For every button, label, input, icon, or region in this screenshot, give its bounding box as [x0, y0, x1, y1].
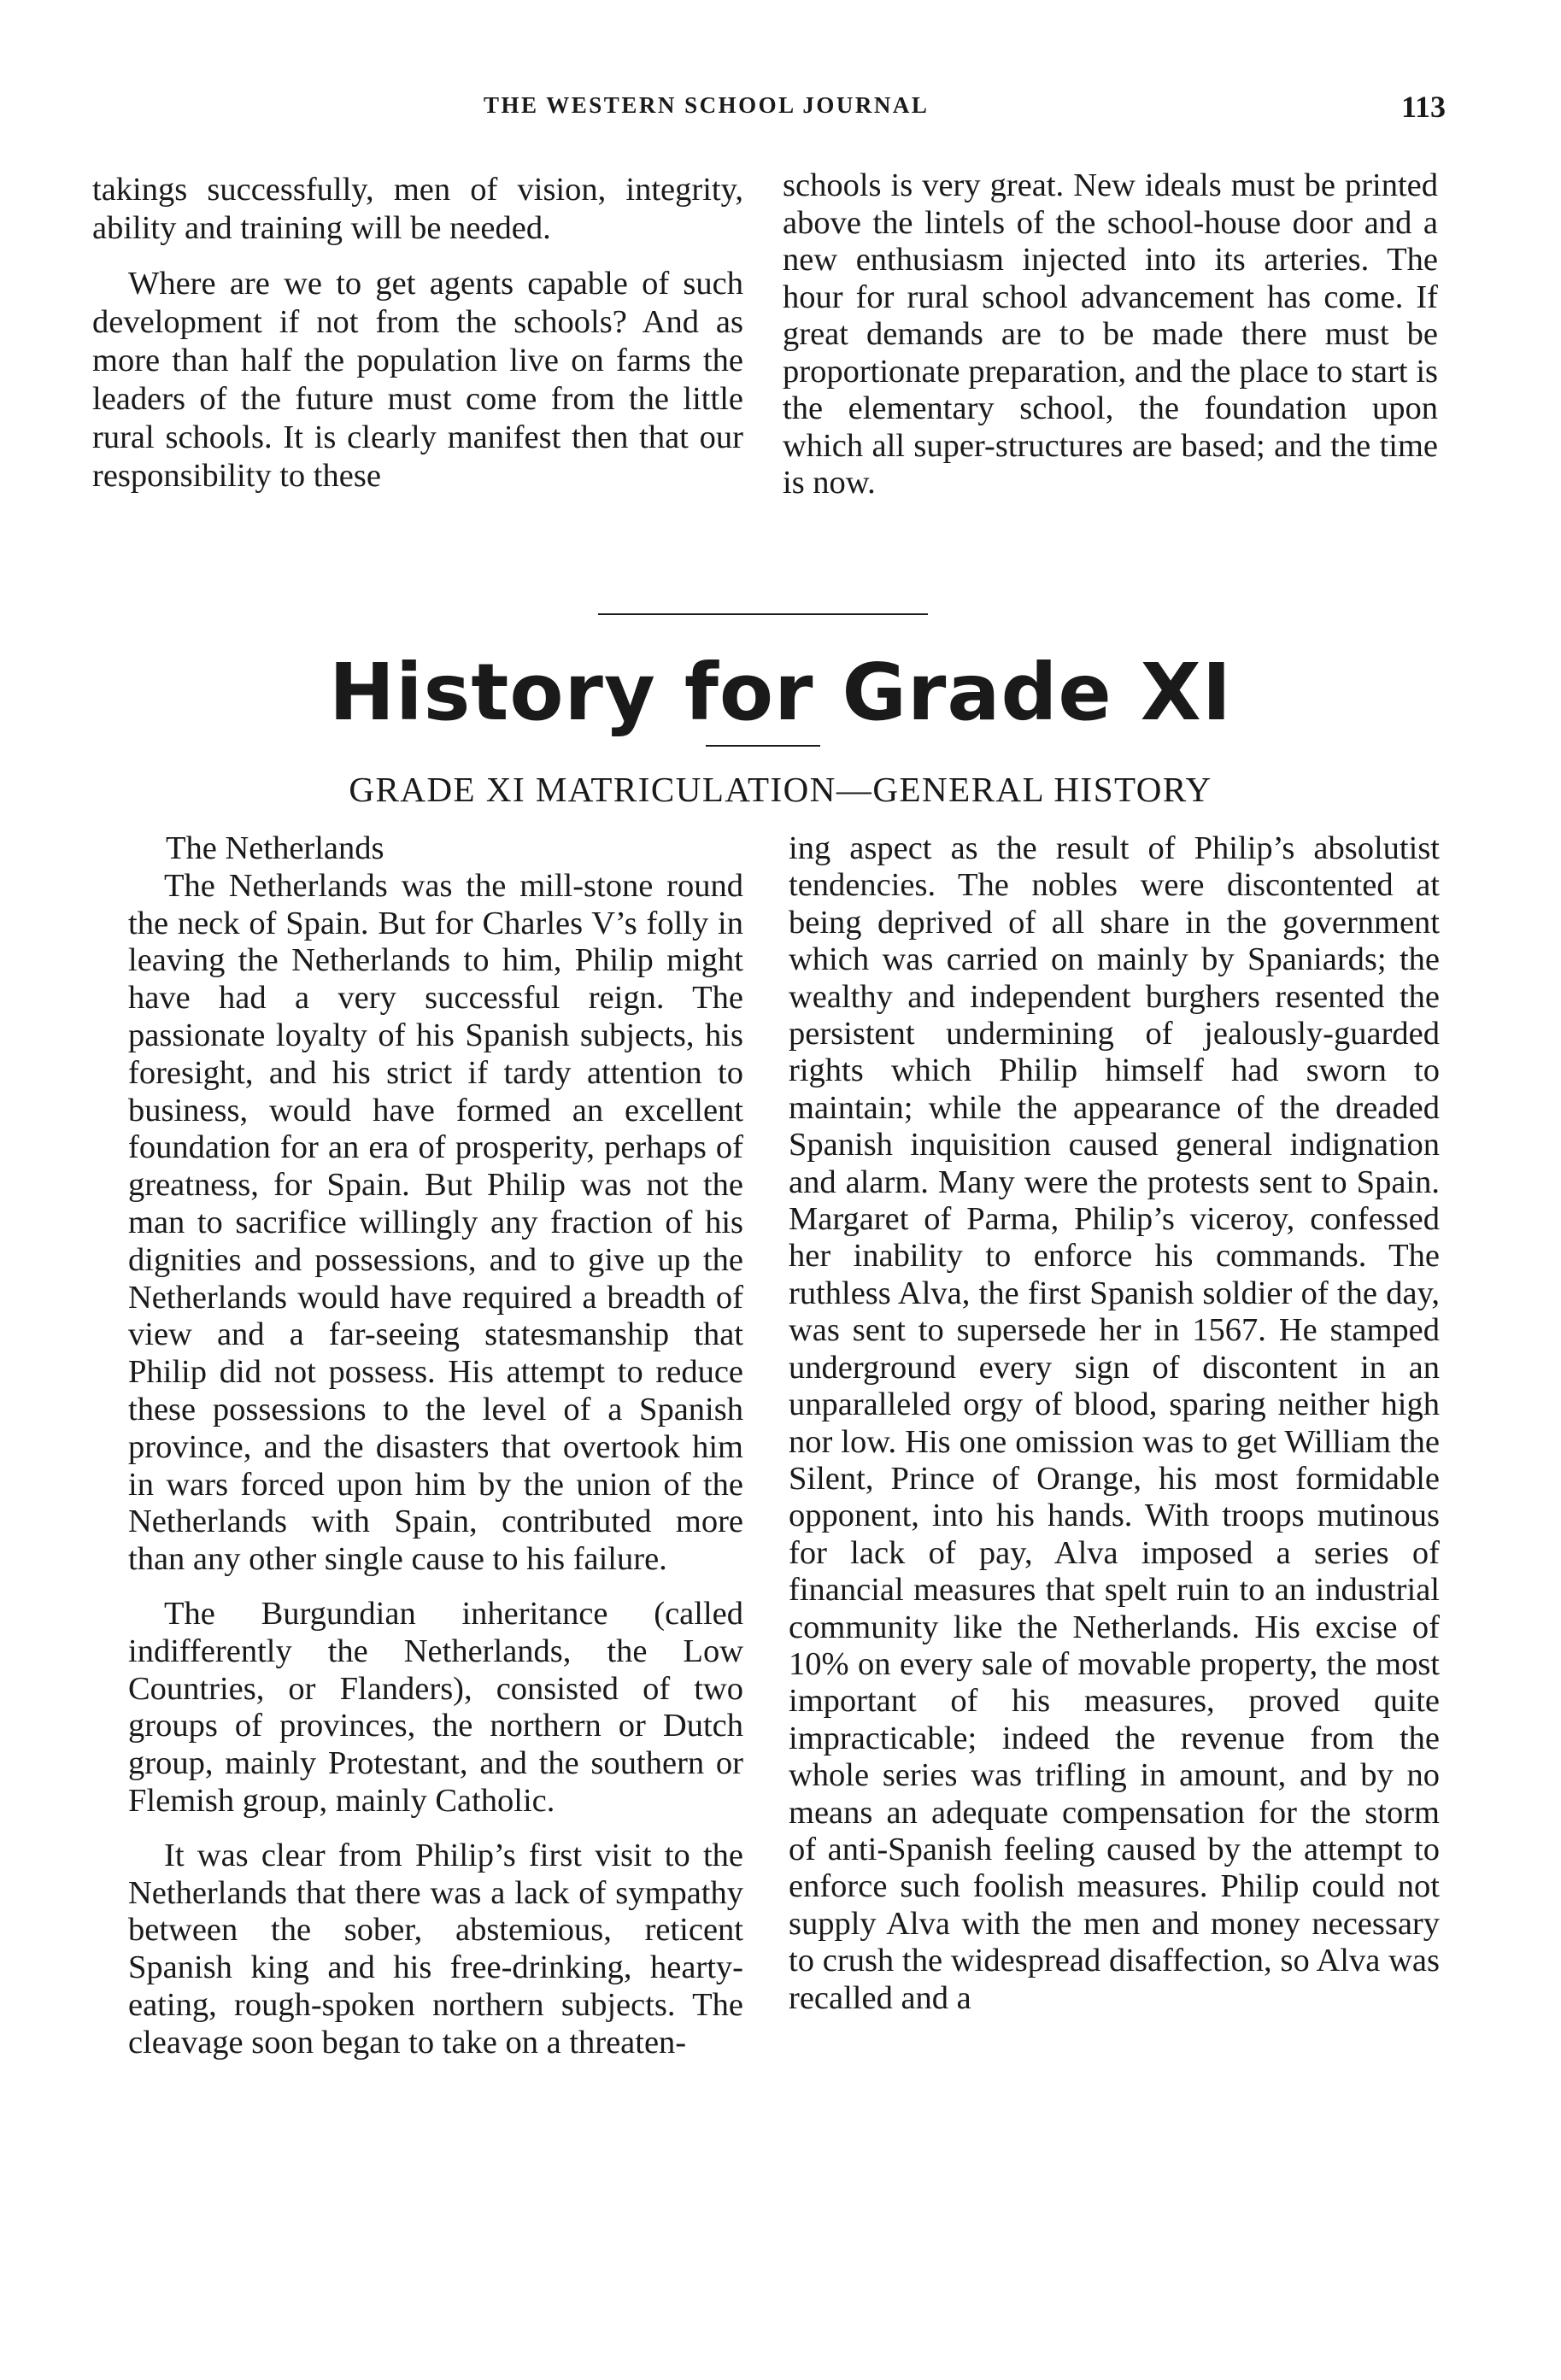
intro-left-paragraph-1: takings successfully, men of vision, integrity, ability and training will be needed. — [92, 172, 743, 246]
page-number: 113 — [1401, 90, 1447, 124]
article-left-paragraph-1: The Netherlands was the mill-stone round the neck of Spain. But for Charles V’s folly in leaving the Netherlands to him, Philip might have had a very successful reign. The passionate loyalty of his Spanish subjects, his foresight, and his strict if tardy attention to business, would have formed an excellent foundation for an era of prosperity, perhaps of greatness, for Spain. But Philip was not the man to sacrifice willingly any fraction of his dignities and possessions, and to give up the Netherlands would have required a breadth of view and a far-seeing statesmanship that Philip did not possess. His attempt to reduce these possessions to the level of a Spanish province, and the disasters that overtook him in wars forced upon him by the union of the Netherlands with Spain, contributed more than any other single cause to his failure. — [128, 867, 743, 1578]
article-right-paragraph: ing aspect as the result of Philip’s absolutist tendencies. The nobles were discontented at being deprived of all share in the government which was carried on mainly by Spaniards; the wealthy and independent burghers resented the persistent undermining of jealously-guarded rights which Philip himself had sworn to maintain; while the appearance of the dreaded Spanish inquisition caused general indignation and alarm. Many were the protests sent to Spain. Margaret of Parma, Philip’s viceroy, confessed her inability to enforce his commands. The ruthless Alva, the first Spanish soldier of the day, was sent to supersede her in 1567. He stamped underground every sign of discontent in an unparalleled orgy of blood, sparing neither high nor low. His one omission was to get William the Silent, Prince of Orange, his most formidable opponent, into his hands. With troops mutinous for lack of pay, Alva imposed a series of financial measures that spelt ruin to an industrial community like the Netherlands. His excise of 10% on every sale of movable property, the most important of his measures, proved quite impracticable; indeed the revenue from the whole series was trifling in amount, and by no means an adequate compensation for the storm of anti-Spanish feeling caused by the attempt to enforce such foolish measures. Philip could not supply Alva with the men and money necessary to crush the widespread disaffection, so Alva was recalled and a — [789, 830, 1440, 2016]
section-heading: The Netherlands — [166, 830, 384, 866]
journal-title: THE WESTERN SCHOOL JOURNAL — [484, 92, 930, 118]
article-right-column — [789, 830, 1440, 2034]
intro-left-column — [92, 171, 743, 513]
running-header — [0, 92, 1561, 126]
article-left-column — [128, 830, 743, 2079]
article-title: History for Grade XI — [329, 647, 1232, 738]
section-divider-rule — [598, 613, 928, 615]
intro-right-column — [783, 167, 1438, 519]
article-left-paragraph-3: It was clear from Philip’s first visit to the Netherlands that there was a lack of sympathy between the sober, abstemious, reticent Spanish king and his free-drinking, hearty-eating, rough-spoken northern subjects. The cleavage soon began to take on a threaten- — [128, 1837, 743, 2061]
article-left-paragraph-2: The Burgundian inheritance (called indifferently the Netherlands, the Low Countries, or Flanders), consisted of two groups of provinces, the northern or Dutch group, mainly Protestant, and the southern or Flemish group, mainly Catholic. — [128, 1595, 743, 1819]
article-subtitle: GRADE XI MATRICULATION—GENERAL HISTORY — [349, 770, 1212, 809]
intro-right-paragraph: schools is very great. New ideals must be printed above the lintels of the school-house door and a new enthusiasm injected into its arteries. The hour for rural school advancement has come. If great demands are to be made there must be proportionate preparation, and the place to start is the elementary school, the foundation upon which all super-structures are based; and the time is now. — [783, 167, 1438, 501]
intro-left-paragraph-2: Where are we to get agents capable of such development if not from the schools? And as more than half the population live on farms the leaders of the future must come from the little rural schools. It is clearly manifest then that our responsibility to these — [92, 266, 743, 494]
title-underline-rule — [706, 745, 820, 747]
